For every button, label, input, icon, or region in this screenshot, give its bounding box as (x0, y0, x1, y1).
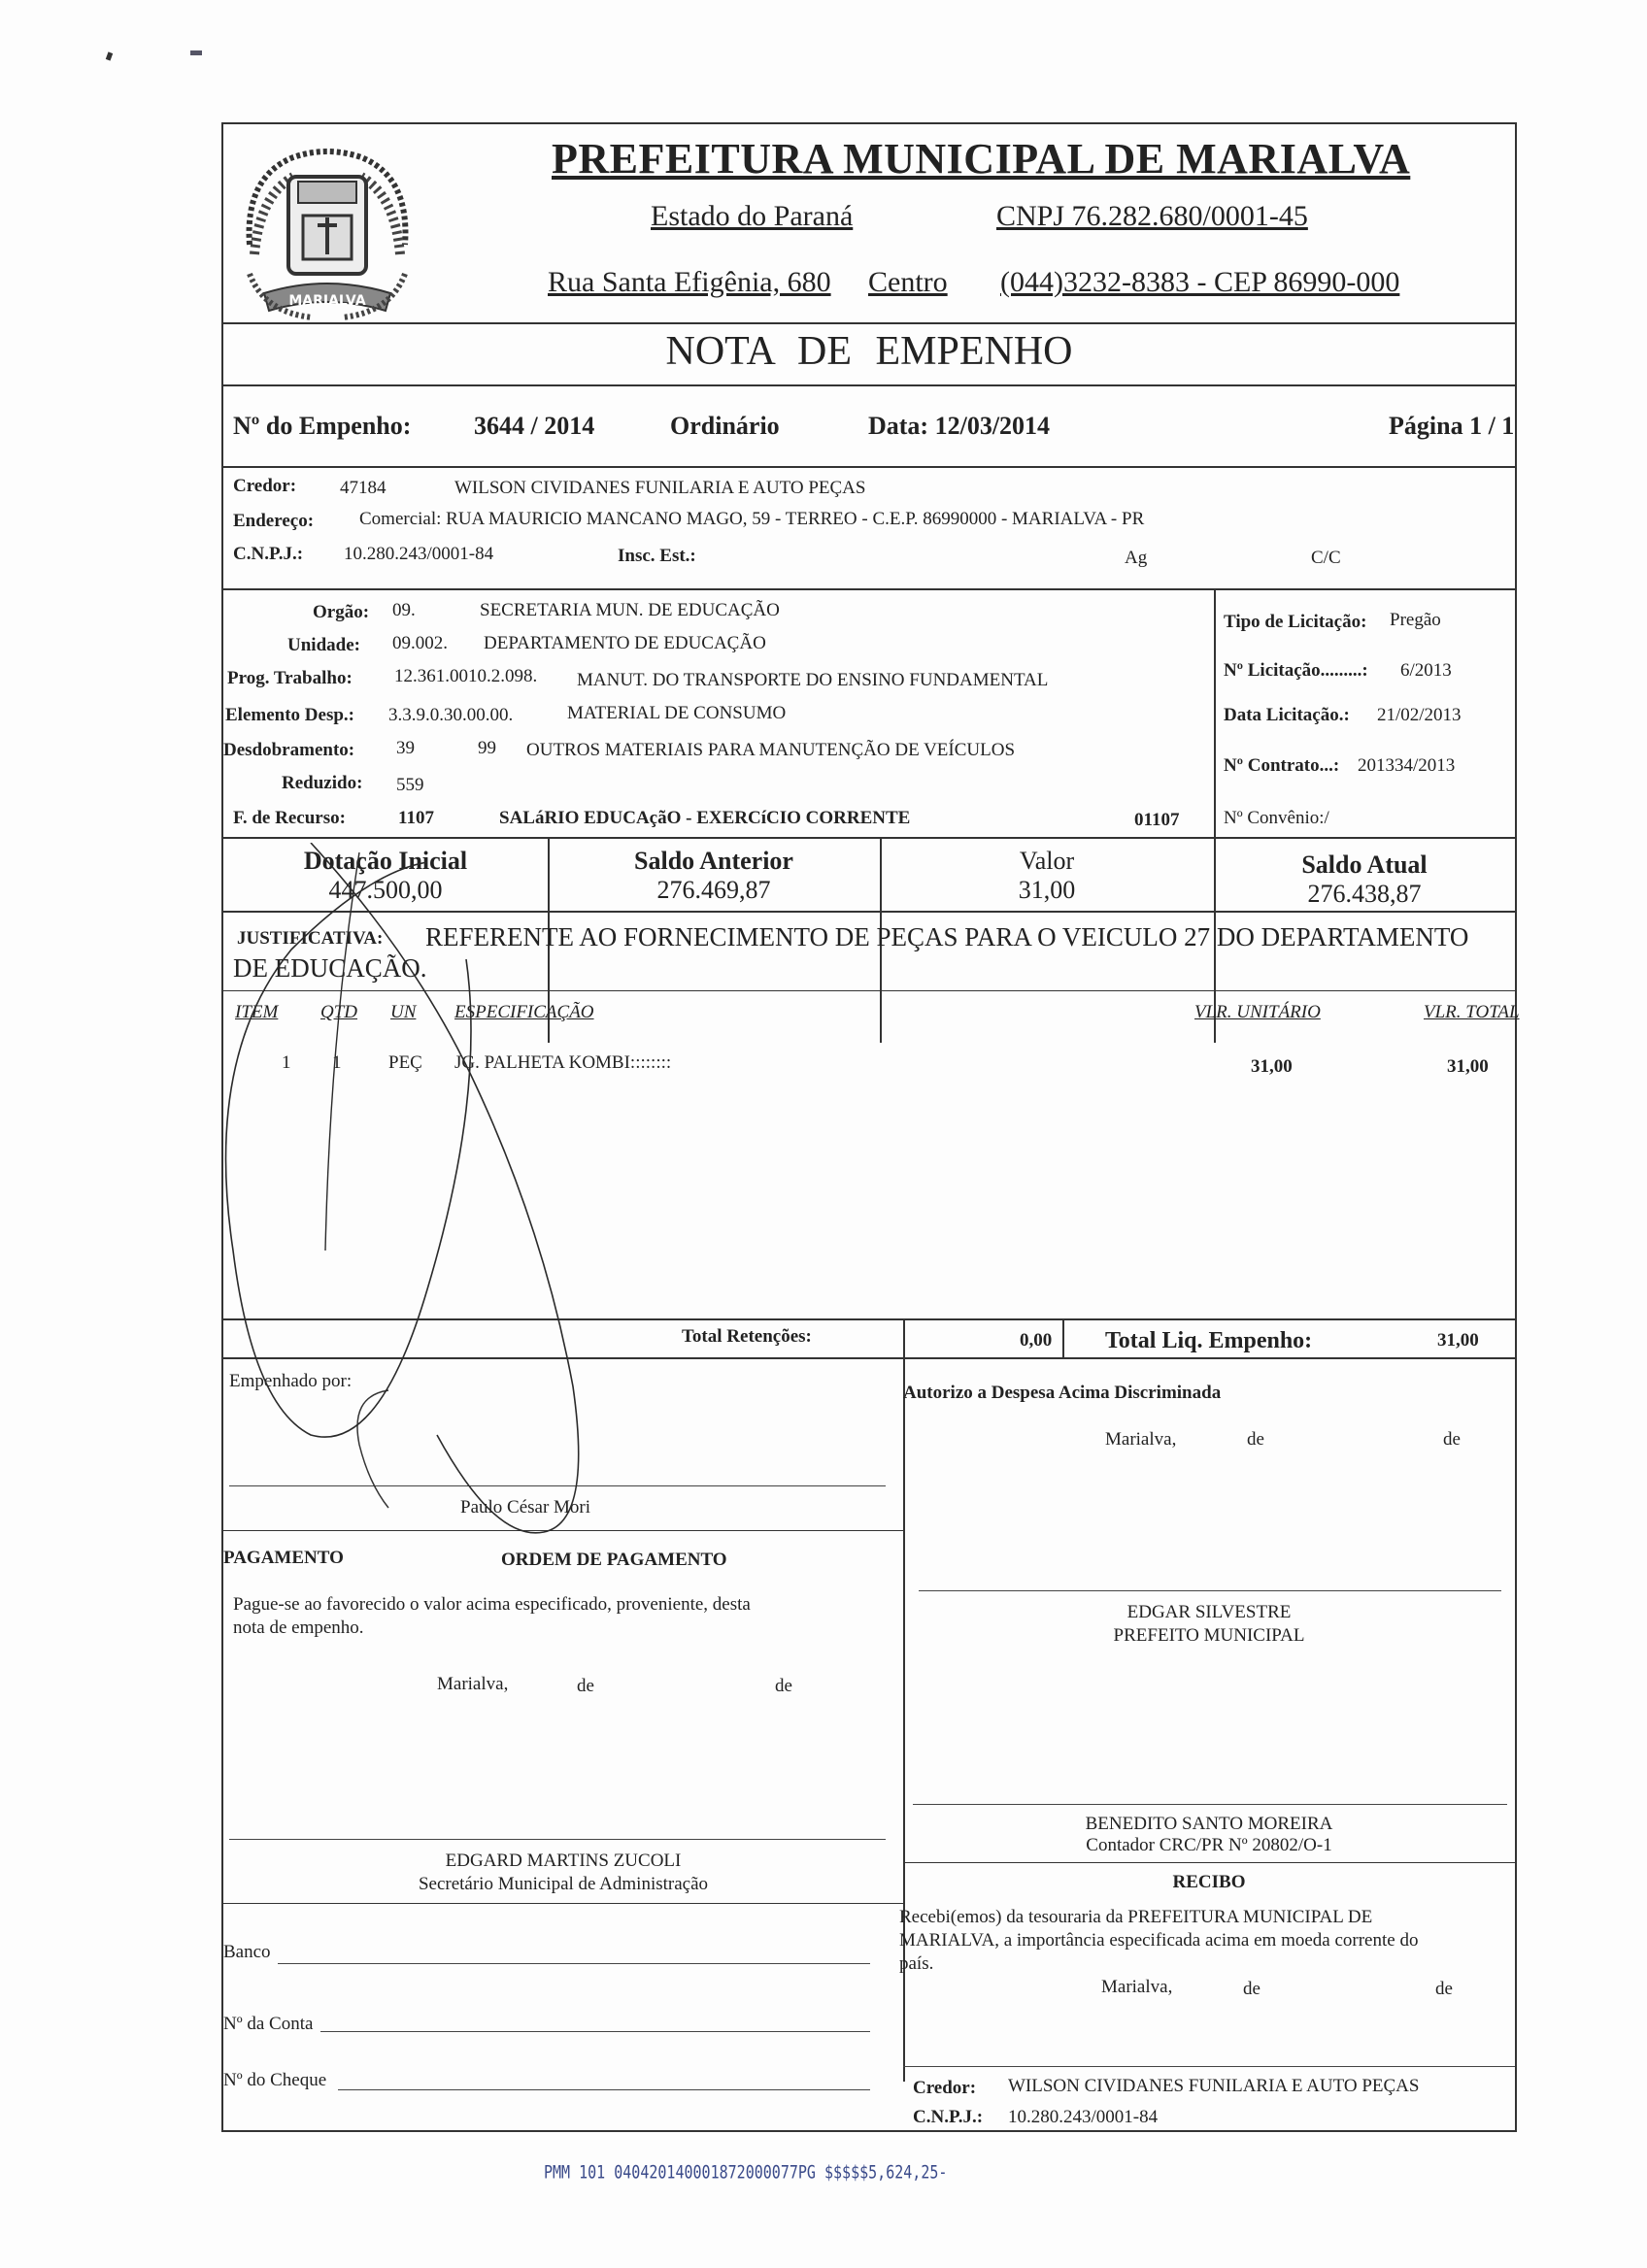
row-total: 31,00 (1447, 1056, 1489, 1077)
autorizo-label: Autorizo a Despesa Acima Discriminada (903, 1383, 1222, 1403)
municipal-seal-icon (235, 138, 420, 322)
footer-code: PMM 101 040420140001872000077PG $$$$$5,624,25- (544, 2160, 948, 2184)
unidade-code: 09.002. (392, 633, 448, 653)
recibo-text-2: MARIALVA, a importância especificada acima em moeda corrente do (899, 1930, 1419, 1951)
recibo-cnpj-label: C.N.P.J.: (913, 2107, 984, 2127)
pagamento-text-2: nota de empenho. (233, 1618, 364, 1638)
pagamento-city: Marialva, (437, 1674, 509, 1694)
desdobramento-label: Desdobramento: (223, 740, 355, 760)
licitacao-date: 21/02/2013 (1377, 705, 1462, 725)
col-total-header: VLR. TOTAL (1424, 1002, 1520, 1022)
retencoes-value: 0,00 (1020, 1330, 1053, 1351)
desdobramento-name: OUTROS MATERIAIS PARA MANUTENÇÃO DE VEÍCULOS (526, 740, 1016, 760)
empenhado-label: Empenhado por: (229, 1371, 353, 1391)
liq-empenho-label: Total Liq. Empenho: (1105, 1328, 1313, 1353)
saldo-anterior-label: Saldo Anterior (634, 847, 793, 875)
elemento-label: Elemento Desp.: (225, 705, 354, 725)
contador-role: Contador CRC/PR Nº 20802/O-1 (1086, 1835, 1332, 1855)
saldo-anterior-value: 276.469,87 (656, 876, 771, 904)
recibo-title: RECIBO (1172, 1872, 1246, 1892)
col-unit-header: VLR. UNITÁRIO (1194, 1002, 1321, 1022)
orgao-code: 09. (392, 600, 416, 620)
recibo-de1: de (1243, 1979, 1260, 1999)
orgao-name: SECRETARIA MUN. DE EDUCAÇÃO (480, 600, 780, 620)
justificativa-line1: REFERENTE AO FORNECIMENTO DE PEÇAS PARA O VEICULO 27 DO DEPARTAMENTO (425, 922, 1469, 951)
credor-code: 47184 (340, 478, 387, 498)
cheque-label: Nº do Cheque (223, 2070, 327, 2090)
tipo-licitacao-label: Tipo de Licitação: (1224, 612, 1367, 632)
recibo-de2: de (1435, 1979, 1453, 1999)
row-espec: JG. PALHETA KOMBI:::::::: (454, 1052, 672, 1073)
contrato-label: Nº Contrato...: (1224, 755, 1340, 776)
dotacao-value: 447.500,00 (328, 876, 443, 904)
empenho-number: 3644 / 2014 (474, 412, 595, 440)
empenho-type: Ordinário (670, 412, 780, 440)
address-label: Endereço: (233, 511, 315, 531)
empenho-label: Nº do Empenho: (233, 412, 412, 440)
row-qtd: 1 (332, 1052, 342, 1073)
recurso-label: F. de Recurso: (233, 808, 346, 828)
credor-name: WILSON CIVIDANES FUNILARIA E AUTO PEÇAS (454, 478, 866, 498)
col-qtd-header: QTD (320, 1002, 358, 1022)
credor-address: Comercial: RUA MAURICIO MANCANO MAGO, 59 - TERREO - C.E.P. 86990000 - MARIALVA - PR (359, 509, 1145, 529)
prog-code: 12.361.0010.2.098. (394, 666, 538, 686)
col-un-header: UN (390, 1002, 417, 1022)
recurso-number: 01107 (1134, 810, 1180, 830)
prefeito-name: EDGAR SILVESTRE (1126, 1602, 1292, 1622)
liq-empenho-value: 31,00 (1437, 1330, 1479, 1351)
reduzido-value: 559 (396, 775, 424, 795)
secretario-role: Secretário Municipal de Administração (418, 1874, 709, 1894)
tipo-licitacao: Pregão (1390, 610, 1441, 630)
recibo-cnpj: 10.280.243/0001-84 (1008, 2107, 1159, 2127)
prog-label: Prog. Trabalho: (227, 668, 353, 688)
scan-mark (106, 51, 113, 60)
licitacao-number: 6/2013 (1400, 660, 1452, 681)
desdobramento-sub: 99 (478, 738, 496, 758)
page-number: Página 1 / 1 (1389, 412, 1515, 440)
contrato-number: 201334/2013 (1358, 755, 1456, 776)
justificativa-line2: DE EDUCAÇÃO. (233, 953, 427, 983)
recibo-text-3: país. (899, 1953, 934, 1974)
recurso-code: 1107 (398, 808, 434, 828)
pagamento-label: PAGAMENTO (223, 1548, 344, 1568)
agency-label: Ag (1125, 548, 1148, 568)
dotacao-label: Dotação Inicial (303, 847, 468, 875)
recibo-credor-name: WILSON CIVIDANES FUNILARIA E AUTO PEÇAS (1008, 2076, 1420, 2096)
elemento-name: MATERIAL DE CONSUMO (567, 703, 787, 723)
valor-label: Valor (1019, 847, 1075, 875)
elemento-code: 3.3.9.0.30.00.00. (388, 705, 514, 725)
banco-label: Banco (223, 1942, 271, 1962)
empenhado-signer: Paulo César Mori (460, 1497, 591, 1518)
prefeito-role: PREFEITO MUNICIPAL (1113, 1625, 1305, 1646)
col-item-header: ITEM (235, 1002, 279, 1022)
ordem-pagamento-label: ORDEM DE PAGAMENTO (501, 1550, 727, 1570)
credor-label: Credor: (233, 476, 297, 496)
reduzido-label: Reduzido: (282, 773, 363, 793)
prog-name: MANUT. DO TRANSPORTE DO ENSINO FUNDAMENTAL (577, 670, 1049, 690)
contador-name: BENEDITO SANTO MOREIRA (1085, 1814, 1333, 1834)
row-un: PEÇ (388, 1052, 422, 1073)
recurso-name: SALáRIO EDUCAçãO - EXERCíCIO CORRENTE (499, 808, 911, 828)
handwritten-mark (223, 843, 631, 1542)
row-item: 1 (282, 1052, 291, 1073)
desdobramento-code: 39 (396, 738, 415, 758)
nota-de-empenho-form (221, 122, 1520, 2132)
licitacao-number-label: Nº Licitação.........: (1224, 660, 1368, 681)
conta-label: Nº da Conta (223, 2014, 314, 2034)
autorizo-de1: de (1247, 1429, 1264, 1450)
valor-value: 31,00 (1018, 876, 1076, 904)
col-espec-header: ESPECIFICAÇÃO (454, 1002, 594, 1022)
document-title: NOTA DE EMPENHO (665, 329, 1073, 374)
recibo-credor-label: Credor: (913, 2078, 977, 2098)
pagamento-de2: de (775, 1676, 792, 1696)
municipality-title: PREFEITURA MUNICIPAL DE MARIALVA (552, 135, 1411, 183)
municipality-cnpj: CNPJ 76.282.680/0001-45 (996, 200, 1308, 232)
credor-cnpj-label: C.N.P.J.: (233, 544, 304, 564)
unidade-name: DEPARTAMENTO DE EDUCAÇÃO (484, 633, 766, 653)
scan-mark (190, 50, 202, 55)
empenho-date: Data: 12/03/2014 (868, 412, 1051, 440)
street-address: Rua Santa Efigênia, 680 (548, 266, 831, 298)
licitacao-date-label: Data Licitação.: (1224, 705, 1350, 725)
phone-cep: (044)3232-8383 - CEP 86990-000 (1000, 266, 1400, 298)
unidade-label: Unidade: (287, 635, 360, 655)
pagamento-de1: de (577, 1676, 594, 1696)
pagamento-text-1: Pague-se ao favorecido o valor acima especificado, proveniente, desta (233, 1594, 751, 1615)
recibo-city: Marialva, (1101, 1977, 1173, 1997)
autorizo-city: Marialva, (1105, 1429, 1177, 1450)
credor-cnpj: 10.280.243/0001-84 (344, 544, 494, 564)
autorizo-de2: de (1443, 1429, 1461, 1450)
convenio-label: Nº Convênio:/ (1224, 808, 1329, 828)
insc-est-label: Insc. Est.: (618, 546, 696, 566)
seal-text: MARIALVA (288, 293, 366, 309)
state-name: Estado do Paraná (651, 200, 854, 232)
secretario-name: EDGARD MARTINS ZUCOLI (445, 1851, 682, 1871)
account-label: C/C (1311, 548, 1341, 568)
orgao-label: Orgão: (313, 602, 370, 622)
retencoes-label: Total Retenções: (682, 1326, 812, 1347)
district: Centro (868, 266, 948, 298)
saldo-atual-label: Saldo Atual (1301, 850, 1428, 879)
justificativa-label: JUSTIFICATIVA: (237, 928, 384, 949)
recibo-text-1: Recebi(emos) da tesouraria da PREFEITURA MUNICIPAL DE (899, 1907, 1373, 1927)
row-unit: 31,00 (1251, 1056, 1293, 1077)
saldo-atual-value: 276.438,87 (1307, 880, 1422, 908)
